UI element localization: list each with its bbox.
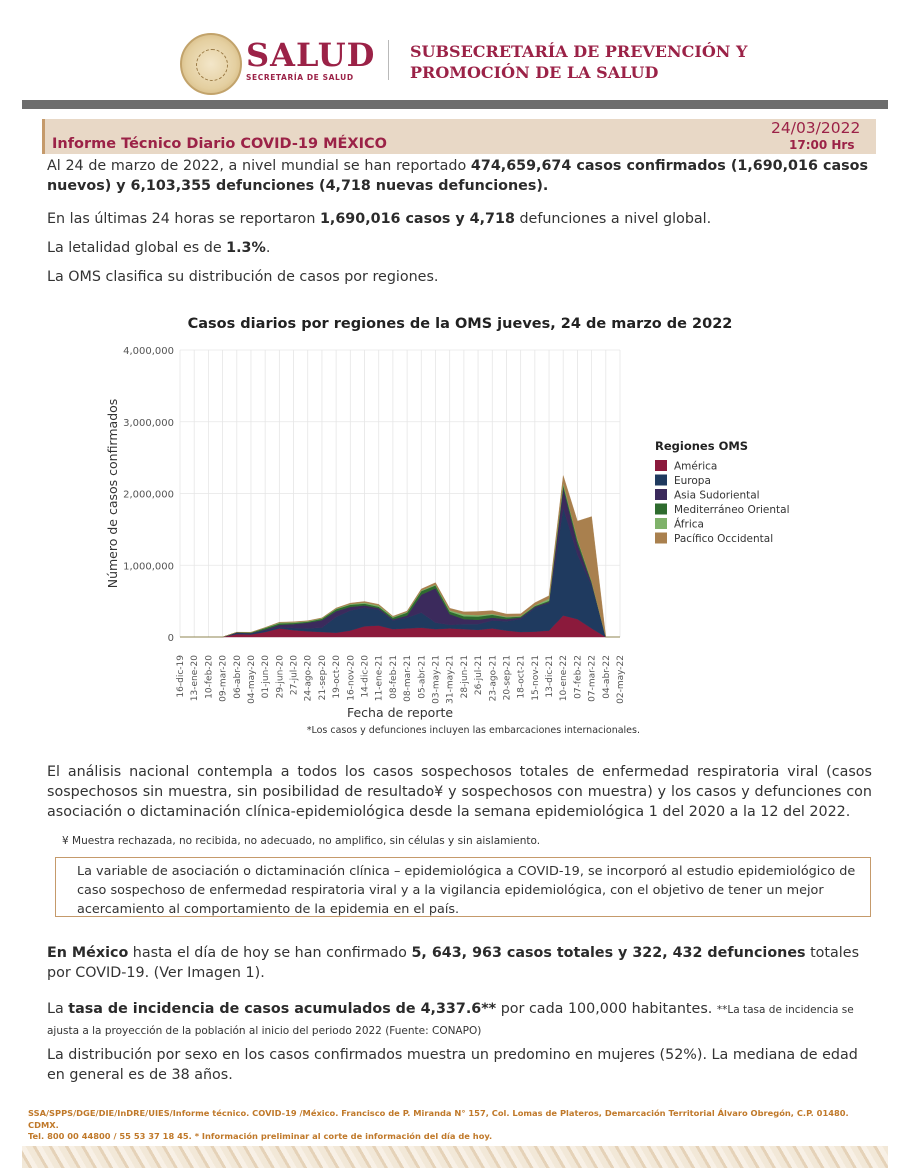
last-24h-text: En las últimas 24 horas se reportaron	[47, 211, 320, 227]
mexico-text-end: totales por COVID-19. (Ver Imagen 1).	[47, 945, 860, 981]
x-tick-label: 07-feb-22	[573, 655, 584, 699]
chart-title: Casos diarios por regiones de la OMS jueves, 24 de marzo de 2022	[187, 316, 733, 332]
x-tick-label: 16-nov-20	[346, 655, 357, 701]
last-24h-bold: 1,690,016 casos y 4,718	[319, 211, 515, 227]
header-divider	[388, 40, 389, 80]
report-title: Informe Técnico Diario COVID-19 MÉXICO	[52, 136, 387, 152]
x-tick-label: 29-jun-20	[275, 655, 286, 699]
legend-swatch	[655, 533, 667, 544]
x-tick-label: 05-abr-21	[417, 655, 428, 699]
brand-subtitle: SECRETARÍA DE SALUD	[246, 73, 354, 82]
legend-label: Pacífico Occidental	[674, 533, 774, 545]
mexico-seal-logo	[180, 33, 242, 95]
x-tick-label: 13-dic-21	[545, 655, 556, 698]
global-summary-paragraph	[47, 156, 868, 196]
footer-text	[28, 1108, 878, 1143]
footer-decorative-band	[22, 1146, 888, 1168]
legend-label: Mediterráneo Oriental	[674, 504, 790, 516]
x-tick-label: 08-feb-21	[388, 655, 399, 699]
report-date: 24/03/2022	[771, 119, 861, 137]
x-tick-label: 26-jul-21	[474, 655, 485, 696]
mexico-summary-paragraph	[47, 943, 872, 983]
legend-label: Asia Sudoriental	[674, 489, 760, 502]
legend-title: Regiones OMS	[655, 439, 749, 453]
y-tick-label: 1,000,000	[123, 561, 174, 573]
legend-swatch	[655, 504, 667, 515]
global-summary-bold: 474,659,674 casos confirmados (1,690,016 casos nuevos) y 6,103,355 defunciones (4,718 nuevas defunciones).	[47, 158, 868, 194]
y-tick-label: 2,000,000	[123, 489, 174, 501]
lethality-text: La letalidad global es de	[47, 240, 227, 256]
footer-line-1: SSA/SPPS/DGE/DIE/InDRE/UIES/Informe técnico. COVID-19 /México. Francisco de P. Miranda N° 157, Col. Lomas de Plateros, Demarcación Territorial Álvaro Obregón, C.P. 01480. CDMX.	[28, 1108, 849, 1130]
last-24h-paragraph	[47, 209, 868, 229]
x-tick-label: 27-jul-20	[289, 655, 300, 696]
x-tick-label: 06-abr-20	[232, 655, 243, 699]
y-tick-label: 4,000,000	[123, 346, 174, 357]
x-tick-label: 14-dic-20	[360, 655, 371, 698]
x-tick-label: 10-feb-20	[204, 655, 215, 699]
subsecretaria-line-2: PROMOCIÓN DE LA SALUD	[410, 63, 659, 82]
x-tick-label: 11-ene-21	[374, 655, 385, 702]
chart-footnote: *Los casos y defunciones incluyen las embarcaciones internacionales.	[306, 725, 640, 736]
brand-salud: SALUD	[246, 36, 376, 74]
lethality-value: 1.3%	[226, 240, 266, 256]
who-regions-paragraph: La OMS clasifica su distribución de casos por regiones.	[47, 269, 439, 285]
sex-age-paragraph: La distribución por sexo en los casos confirmados muestra un predomino en mujeres (52%). La mediana de edad en general es de 38 años.	[47, 1047, 858, 1083]
last-24h-text-end: defunciones a nivel global.	[514, 211, 712, 227]
x-tick-label: 04-abr-22	[601, 655, 612, 699]
x-tick-label: 08-mar-21	[403, 655, 414, 702]
legend-label: América	[674, 460, 718, 473]
lethality-paragraph	[47, 238, 868, 258]
legend-swatch	[655, 460, 667, 471]
incidence-text: La	[47, 1001, 69, 1017]
x-tick-label: 19-oct-20	[332, 655, 343, 699]
sample-footnote: ¥ Muestra rechazada, no recibida, no adecuado, no amplifico, sin células y sin aislamiento.	[62, 835, 541, 847]
incidence-note: **La tasa de incidencia se ajusta a la proyección de la población al inicio del periodo 2022 (Fuente: CONAPO)	[47, 1004, 854, 1037]
x-tick-label: 24-ago-20	[303, 655, 314, 702]
footer-line-2: Tel. 800 00 44800 / 55 53 37 18 45. * Información preliminar al corte de información del día de hoy.	[28, 1131, 493, 1141]
x-axis-label: Fecha de reporte	[346, 705, 454, 720]
incidence-value: tasa de incidencia de casos acumulados de 4,337.6**	[68, 1001, 497, 1017]
x-tick-label: 09-mar-20	[218, 655, 229, 702]
legend-swatch	[655, 489, 667, 500]
x-tick-label: 07-mar-22	[587, 655, 598, 702]
x-tick-label: 28-jun-21	[459, 655, 470, 699]
subsecretaria-title	[410, 41, 790, 83]
x-tick-label: 18-oct-21	[516, 655, 527, 699]
x-tick-label: 23-ago-21	[488, 655, 499, 702]
x-tick-label: 31-may-21	[445, 655, 456, 704]
mexico-text: hasta el día de hoy se han confirmado	[128, 945, 412, 961]
x-tick-label: 01-jun-20	[261, 655, 272, 699]
x-tick-label: 02-may-22	[616, 655, 626, 704]
x-tick-label: 13-ene-20	[190, 655, 201, 702]
x-tick-label: 10-ene-22	[559, 655, 570, 702]
lethality-period: .	[265, 240, 271, 256]
y-tick-label: 0	[167, 633, 174, 644]
subsecretaria-line-1: SUBSECRETARÍA DE PREVENCIÓN Y	[410, 42, 748, 61]
note-box-text: La variable de asociación o dictaminación clínica – epidemiológica a COVID-19, se incorporó al estudio epidemiológico de caso sospechoso de enfermedad respiratoria viral y a la vigilancia epidemiológica, con el objetivo de tener un mejor acercamiento al comportamiento de la epidemia en el país.	[77, 864, 856, 917]
x-tick-label: 16-dic-19	[176, 655, 186, 698]
mexico-label: En México	[47, 945, 129, 961]
x-tick-label: 15-nov-21	[530, 655, 541, 701]
legend-label: Europa	[674, 475, 711, 487]
incidence-paragraph	[47, 999, 877, 1041]
incidence-text-end: por cada 100,000 habitantes.	[496, 1001, 717, 1017]
y-axis-label: Número de casos confirmados	[105, 398, 120, 589]
report-time: 17:00 Hrs	[789, 138, 855, 152]
legend-label: África	[674, 518, 704, 531]
national-analysis-paragraph: El análisis nacional contempla a todos los casos sospechosos totales de enfermedad respiratoria viral (casos sospechosos sin muestra, sin posibilidad de resultado¥ y sospechosos con muestra) y los casos y defunciones con asociación o dictaminación clínica-epidemiológica desde la semana epidemiológica 1 del 2020 a la 12 del 2022.	[47, 764, 872, 820]
who-regions-chart	[100, 305, 800, 737]
header-rule	[22, 100, 888, 109]
x-tick-label: 03-may-21	[431, 655, 442, 704]
x-tick-label: 20-sep-21	[502, 655, 513, 701]
mexico-totals: 5, 643, 963 casos totales y 322, 432 defunciones	[411, 945, 806, 961]
legend-swatch	[655, 475, 667, 486]
y-tick-label: 3,000,000	[123, 417, 174, 429]
legend-swatch	[655, 518, 667, 529]
x-tick-label: 04-may-20	[246, 655, 257, 704]
title-bar-accent	[42, 119, 45, 154]
x-tick-label: 21-sep-20	[317, 655, 328, 701]
global-summary-text: Al 24 de marzo de 2022, a nivel mundial se han reportado	[47, 158, 471, 174]
